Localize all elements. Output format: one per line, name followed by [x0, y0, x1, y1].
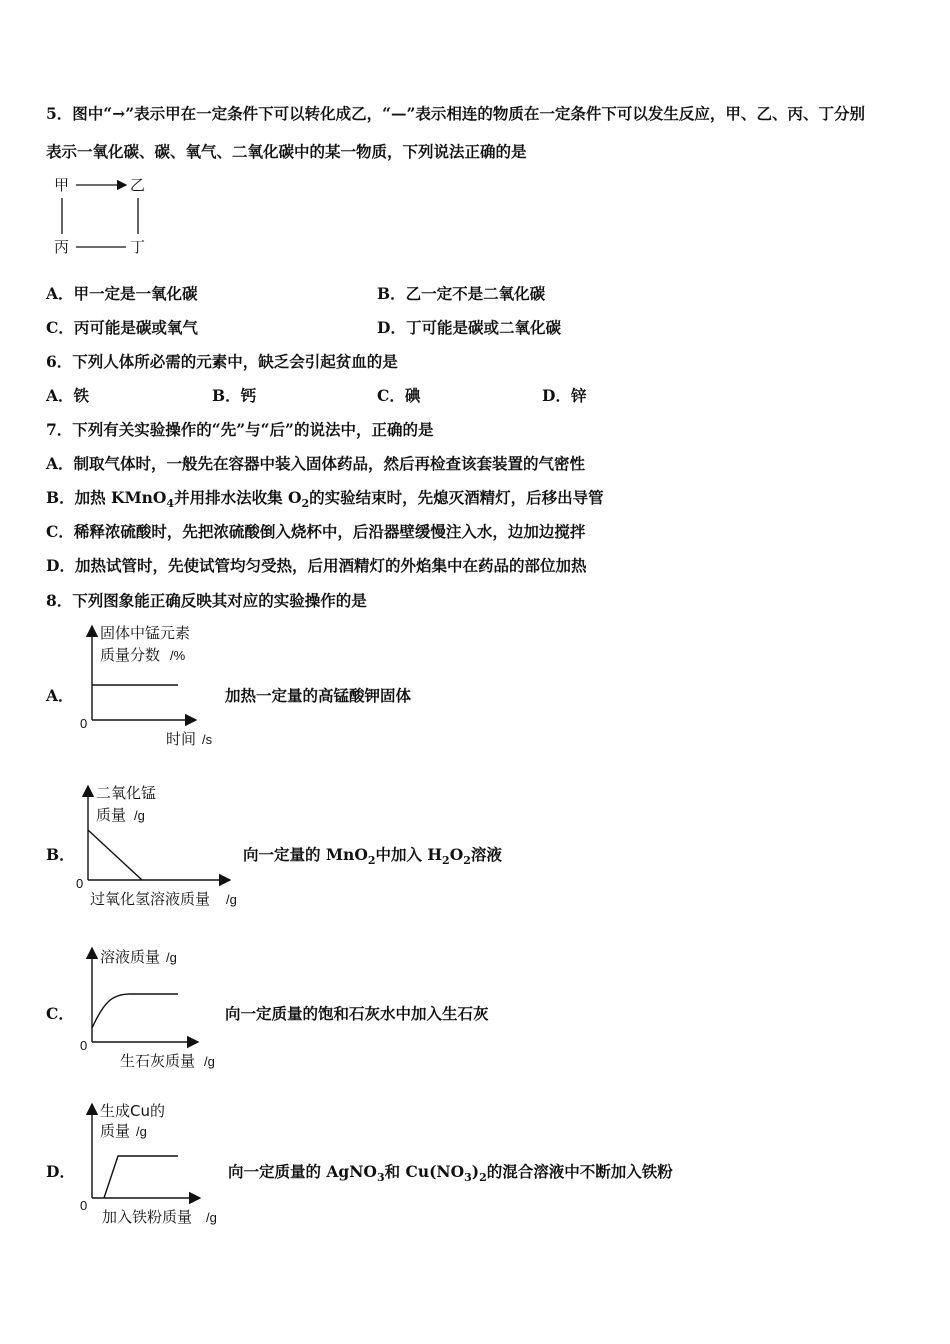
graph-b-xunit: /g — [226, 892, 237, 907]
graph-a-origin: 0 — [80, 716, 88, 731]
graph-c-yunit: /g — [166, 950, 177, 965]
diagram-bing: 丙 — [54, 238, 70, 256]
graph-b-ylabel2: 质量 — [96, 806, 127, 824]
q7-option-a: A．制取气体时，一般先在容器中装入固体药品，然后再检查该套装置的气密性 — [46, 454, 586, 473]
q5-option-c: C．丙可能是碳或氧气 — [46, 318, 198, 337]
graph-c-origin: 0 — [80, 1038, 88, 1053]
q8-graph-d — [78, 1098, 238, 1230]
diagram-jia: 甲 — [54, 176, 70, 194]
q8-option-a-desc: 加热一定量的高锰酸钾固体 — [225, 686, 412, 705]
q8-graph-a — [78, 620, 238, 752]
q8-option-c-letter: C． — [46, 1004, 74, 1023]
q8-option-a-letter: A． — [46, 686, 74, 705]
q7-option-b: B．加热 KMnO$_4$并用排水法收集 $O_2$的实验结束时，先熄灭酒精灯，后移出导管 — [46, 488, 604, 511]
q6-option-d: D．锌 — [542, 386, 587, 405]
q8-graph-c — [78, 942, 238, 1074]
q6-option-b: B．钙 — [212, 386, 257, 405]
q5-option-b: B．乙一定不是二氧化碳 — [377, 284, 546, 303]
graph-d-origin: 0 — [80, 1198, 88, 1213]
graph-d-ylabel1: 生成Cu的 — [100, 1102, 165, 1120]
q8-stem: 8．下列图象能正确反映其对应的实验操作的是 — [46, 591, 367, 610]
graph-a-ylabel1: 固体中锰元素 — [100, 624, 191, 642]
q8-option-b-desc: 向一定量的 MnO$_2$中加入 $H_2O_2$溶液 — [243, 845, 502, 868]
q8-option-b-letter: B． — [46, 845, 75, 864]
q6-stem: 6．下列人体所必需的元素中，缺乏会引起贫血的是 — [46, 352, 398, 371]
graph-b-origin: 0 — [76, 876, 84, 891]
q5-stem-line1: 5．图中“→”表示甲在一定条件下可以转化成乙，“—”表示相连的物质在一定条件下可以发生反应，甲、乙、丙、丁分别 — [46, 104, 865, 123]
graph-a-ylabel2: 质量分数 — [100, 646, 161, 664]
q6-option-a: A．铁 — [46, 386, 90, 405]
graph-d-curve — [104, 1156, 178, 1198]
graph-a-xunit: /s — [202, 732, 213, 747]
q5-relation-diagram — [52, 172, 162, 262]
graph-d-xunit: /g — [206, 1210, 217, 1225]
q6-option-c: C．碘 — [377, 386, 421, 405]
q7-option-d: D．加热试管时，先使试管均匀受热，后用酒精灯的外焰集中在药品的部位加热 — [46, 556, 587, 575]
q5-option-d: D．丁可能是碳或二氧化碳 — [377, 318, 561, 337]
graph-b-curve — [88, 830, 142, 880]
graph-c-xunit: /g — [204, 1054, 215, 1069]
graph-b-yunit: /g — [134, 808, 145, 823]
graph-d-yunit: /g — [136, 1124, 147, 1139]
q8-option-c-desc: 向一定质量的饱和石灰水中加入生石灰 — [225, 1004, 489, 1023]
graph-b-xlabel: 过氧化氢溶液质量 — [90, 890, 211, 908]
q7-stem: 7．下列有关实验操作的“先”与“后”的说法中，正确的是 — [46, 420, 434, 439]
q5-option-a: A．甲一定是一氧化碳 — [46, 284, 198, 303]
graph-a-xlabel: 时间 — [166, 730, 197, 748]
q7-option-c: C．稀释浓硫酸时，先把浓硫酸倒入烧杯中，后沿器壁缓慢注入水，边加边搅拌 — [46, 522, 586, 541]
graph-c-curve — [92, 994, 178, 1028]
q5-stem-line2: 表示一氧化碳、碳、氧气、二氧化碳中的某一物质，下列说法正确的是 — [46, 142, 527, 161]
graph-c-xlabel: 生石灰质量 — [120, 1052, 196, 1070]
q8-option-d-letter: D． — [46, 1162, 75, 1181]
diagram-yi: 乙 — [130, 176, 146, 194]
graph-c-ylabel1: 溶液质量 — [100, 948, 161, 966]
graph-d-ylabel2: 质量 — [100, 1122, 131, 1140]
graph-a-yunit: /% — [170, 648, 186, 663]
graph-b-ylabel1: 二氧化锰 — [96, 784, 157, 802]
q8-graph-b — [76, 780, 246, 912]
graph-d-xlabel: 加入铁粉质量 — [102, 1208, 193, 1226]
diagram-ding: 丁 — [130, 238, 146, 256]
q8-option-d-desc: 向一定质量的 AgNO$_3$和 $Cu(NO_3)_2$的混合溶液中不断加入铁粉 — [228, 1162, 673, 1185]
